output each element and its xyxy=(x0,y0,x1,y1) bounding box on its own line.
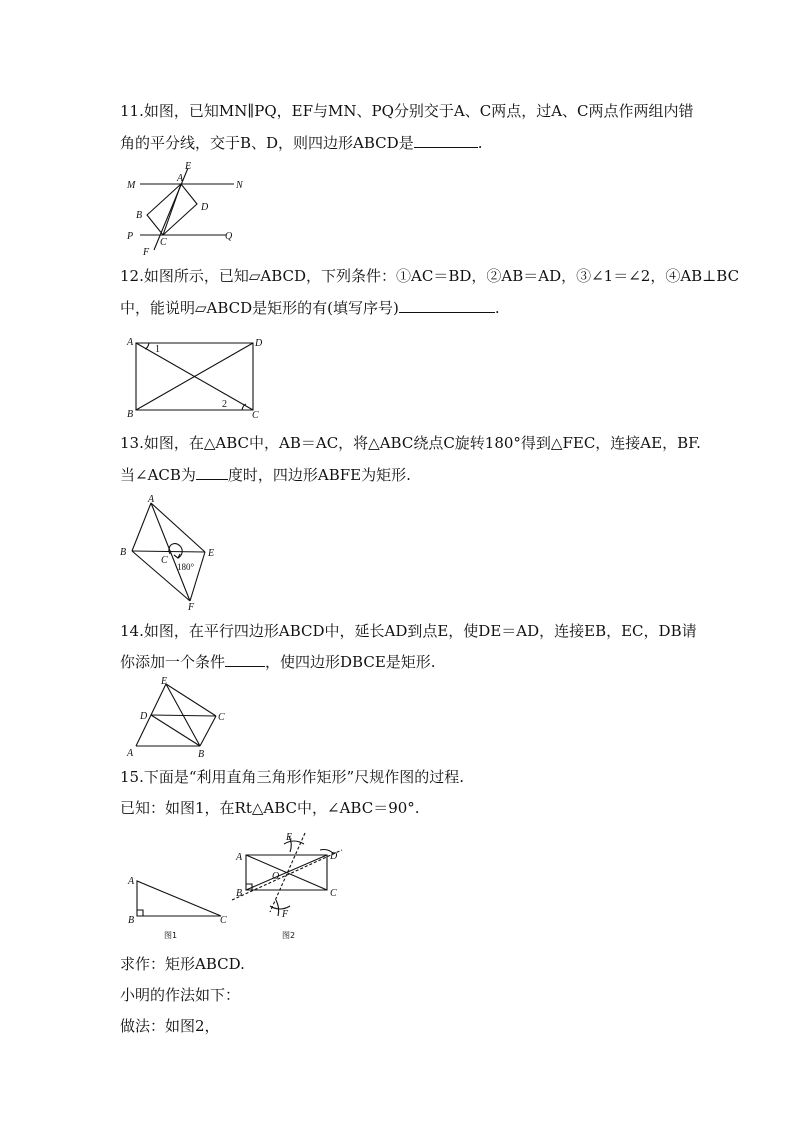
q11-figure xyxy=(118,158,258,258)
q15-line2: 已知：如图1，在Rt△ABC中，∠ABC＝90°. xyxy=(120,799,420,817)
label-f: F xyxy=(143,247,150,258)
label-b: B xyxy=(236,888,243,899)
q13-line1: 13.如图，在△ABC中，AB＝AC，将△ABC绕点C旋转180°得到△FEC，连接AE，BF. xyxy=(120,434,701,452)
q13-end: 度时，四边形ABFE为矩形. xyxy=(227,466,411,484)
q13-figure xyxy=(118,490,228,615)
label-c: C xyxy=(161,555,168,566)
label-d: D xyxy=(140,711,148,722)
q12-end: . xyxy=(494,299,500,317)
q12-answer-blank[interactable] xyxy=(399,298,495,313)
edge-bc xyxy=(200,716,216,746)
label-180: 180° xyxy=(177,562,195,572)
label-e: E xyxy=(286,832,293,843)
label-b: B xyxy=(120,547,127,558)
q12-line1: 12.如图所示，已知▱ABCD，下列条件：①AC＝BD，②AB＝AD，③∠1＝∠2，④AB⊥BC xyxy=(120,267,740,285)
label-d: D xyxy=(255,338,263,349)
q14-text: 你添加一个条件 xyxy=(120,653,226,671)
right-angle-mark xyxy=(137,910,143,916)
label-c: C xyxy=(330,888,337,899)
label-n: N xyxy=(236,180,243,191)
q15-line5: 做法：如图2， xyxy=(120,1017,220,1035)
label-p: P xyxy=(127,231,134,242)
q12-figure xyxy=(124,334,274,424)
label-a: A xyxy=(127,337,134,348)
triangle-abc xyxy=(137,881,221,916)
q11-end: . xyxy=(477,134,483,152)
q15-line3: 求作：矩形ABCD. xyxy=(120,955,245,973)
q13-text: 当∠ACB为 xyxy=(120,466,196,484)
extension-line xyxy=(232,850,342,900)
q15-line1: 15.下面是“利用直角三角形作矩形”尺规作图的过程. xyxy=(120,768,464,786)
q14-answer-blank[interactable] xyxy=(225,652,265,667)
q11-line1: 11.如图，已知MN∥PQ，EF与MN、PQ分别交于A、C两点，过A、C两点作两组内错 xyxy=(120,102,694,120)
label-c: C xyxy=(160,237,167,248)
label-angle-1: 1 xyxy=(155,344,160,355)
label-angle-2: 2 xyxy=(222,399,227,410)
label-b: B xyxy=(136,210,143,221)
q15-line4: 小明的作法如下： xyxy=(120,986,241,1004)
label-c: C xyxy=(220,915,227,926)
q12-line2 xyxy=(120,298,500,318)
q13-line2 xyxy=(120,465,411,485)
label-c: C xyxy=(218,712,225,723)
angle-2-mark xyxy=(242,404,246,410)
q11-text: 角的平分线，交于B、D，则四边形ABCD是 xyxy=(120,134,414,152)
q13-answer-blank[interactable] xyxy=(196,465,228,480)
label-e: E xyxy=(185,161,192,172)
edge-ab xyxy=(132,503,151,551)
q11-line2 xyxy=(120,133,482,153)
label-f: F xyxy=(282,909,289,920)
edge-db xyxy=(151,715,200,746)
edge-ec xyxy=(166,684,216,716)
label-e: E xyxy=(161,676,168,687)
q11-answer-blank[interactable] xyxy=(414,133,478,148)
label-o: O xyxy=(272,871,280,882)
label-a: A xyxy=(148,494,155,505)
label-m: M xyxy=(127,180,136,191)
label-d: D xyxy=(201,202,209,213)
label-a: A xyxy=(236,852,243,863)
label-e: E xyxy=(208,548,215,559)
arc-f-2 xyxy=(276,900,279,916)
q15-figure-2 xyxy=(232,830,352,942)
label-c: C xyxy=(252,410,259,421)
q14-line1: 14.如图，在平行四边形ABCD中，延长AD到点E，使DE＝AD，连接EB，EC，DB请 xyxy=(120,622,697,640)
label-a: A xyxy=(177,173,184,184)
label-a: A xyxy=(127,748,134,759)
label-q: Q xyxy=(225,231,233,242)
q14-end: ，使四边形DBCE是矩形. xyxy=(265,653,436,671)
edge-ef xyxy=(190,552,205,601)
label-b: B xyxy=(127,409,134,420)
figure-1-caption: 图1 xyxy=(164,931,178,940)
label-d: D xyxy=(330,851,338,862)
q14-figure xyxy=(124,676,239,761)
label-b: B xyxy=(198,749,205,760)
label-f: F xyxy=(188,602,195,613)
q15-figure-1 xyxy=(126,872,236,942)
q14-line2 xyxy=(120,652,436,672)
figure-2-caption: 图2 xyxy=(282,931,296,940)
label-b: B xyxy=(128,915,135,926)
label-a: A xyxy=(128,876,135,887)
q12-text: 中，能说明▱ABCD是矩形的有(填写序号) xyxy=(120,299,399,317)
